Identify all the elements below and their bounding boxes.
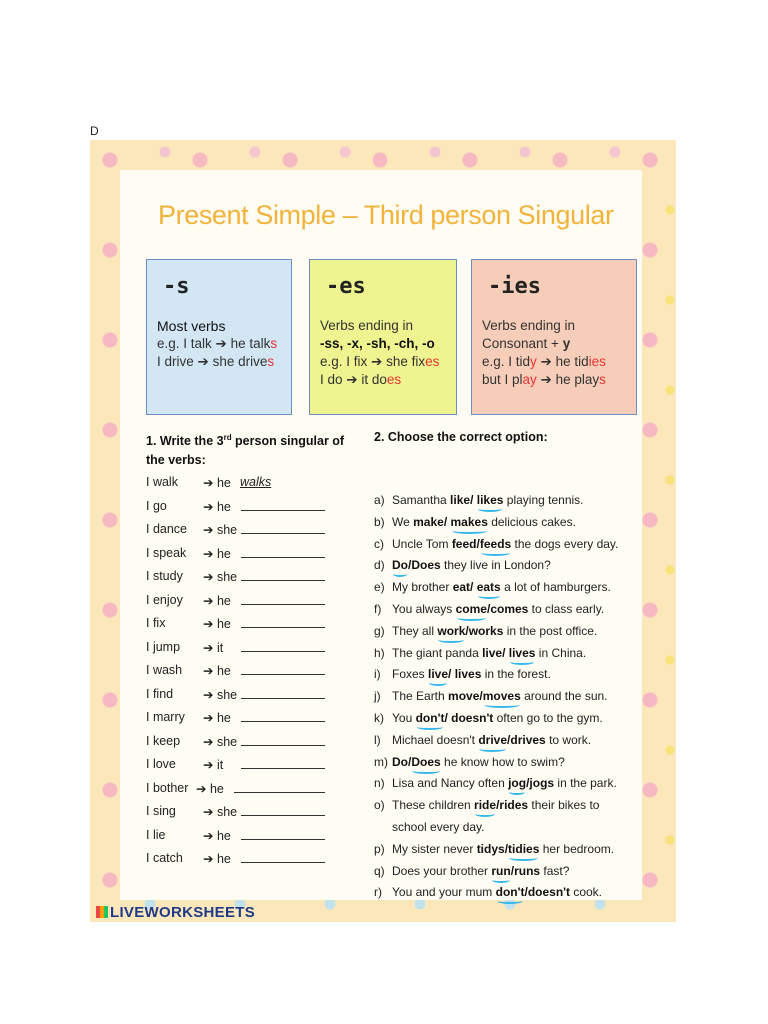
- choice-b[interactable]: moves: [482, 689, 521, 704]
- answer-blank[interactable]: [241, 604, 325, 605]
- rule-heading: -es: [326, 274, 366, 299]
- worksheet: [120, 170, 642, 900]
- option-text: The Earth: [392, 689, 449, 704]
- option-row: [374, 754, 640, 776]
- verb-row: [146, 637, 346, 661]
- verb-subject: ➔ she: [203, 523, 238, 537]
- answer-blank[interactable]: [241, 862, 325, 863]
- choice-b[interactable]: lives: [508, 645, 536, 660]
- option-text: Samantha: [392, 493, 451, 507]
- verb-row: [146, 613, 346, 637]
- answer-blank[interactable]: [241, 627, 325, 628]
- option-label: a): [374, 493, 385, 507]
- option-row: [374, 732, 640, 754]
- answer-blank[interactable]: [241, 768, 325, 769]
- option-text: a lot of hamburgers.: [500, 580, 611, 595]
- option-row: [374, 797, 640, 819]
- verb-base: I catch: [146, 851, 183, 865]
- option-row: [374, 623, 640, 645]
- choice-separator: /: [524, 885, 528, 900]
- choice-a[interactable]: live: [482, 645, 503, 660]
- option-text: in the post office.: [503, 623, 598, 638]
- option-list: [374, 492, 640, 906]
- option-text: fast?: [540, 863, 570, 878]
- logo-icon: [96, 906, 108, 918]
- choice-separator: /: [502, 645, 509, 660]
- option-row: [374, 514, 640, 536]
- verb-base: I walk: [146, 475, 178, 489]
- choice-a[interactable]: tidys: [476, 841, 505, 856]
- verb-list: [146, 472, 346, 872]
- choice-a[interactable]: move: [448, 689, 480, 704]
- option-text: Uncle Tom: [392, 536, 452, 551]
- option-row: [374, 688, 640, 710]
- verb-base: I dance: [146, 522, 188, 536]
- verb-base: I find: [146, 686, 174, 701]
- rule-example: but I play ➔ he plays: [482, 372, 606, 387]
- choice-b[interactable]: lives: [454, 667, 482, 682]
- rule-line: Verbs ending in: [482, 318, 576, 333]
- page-label: D: [90, 124, 99, 138]
- choice-separator: /: [465, 623, 469, 638]
- option-text: her bedroom.: [539, 841, 615, 856]
- choice-b[interactable]: Does: [411, 558, 441, 573]
- choice-separator: /: [444, 710, 452, 725]
- choice-b[interactable]: jogs: [529, 776, 555, 791]
- option-row: [374, 536, 640, 558]
- verb-row: [146, 731, 346, 755]
- option-label: d): [374, 558, 385, 573]
- option-text: Lisa and Nancy often: [392, 776, 509, 791]
- section-2-title: 2. Choose the correct option:: [374, 430, 548, 444]
- verb-subject: ➔ he: [203, 852, 231, 866]
- verb-subject: ➔ she: [203, 805, 238, 819]
- option-text: My sister never: [392, 841, 477, 856]
- choice-b[interactable]: drives: [510, 732, 546, 747]
- verb-example-answer: walks: [240, 475, 272, 489]
- option-label: b): [374, 514, 385, 529]
- verb-row: [146, 519, 346, 543]
- choice-separator: /: [510, 863, 515, 878]
- rule-endings: -ss, -x, -sh, -ch, -o: [320, 336, 435, 351]
- choice-b[interactable]: feeds: [479, 536, 512, 551]
- verb-subject: ➔ she: [203, 687, 238, 702]
- rule-example: I drive ➔ she drives: [157, 354, 275, 369]
- option-text: The giant panda: [392, 645, 483, 660]
- verb-subject: ➔ he: [203, 476, 231, 490]
- verb-base: I study: [146, 569, 183, 583]
- rule-box-s: [146, 259, 292, 415]
- choice-b[interactable]: likes: [476, 493, 504, 507]
- verb-row: [146, 590, 346, 614]
- verb-row: [146, 778, 346, 802]
- rule-example: e.g. I talk ➔ he talks: [157, 336, 278, 351]
- option-label: i): [374, 667, 381, 682]
- verb-row: [146, 660, 346, 684]
- choice-a[interactable]: Do: [392, 754, 408, 769]
- verb-base: I jump: [146, 639, 181, 654]
- choice-b[interactable]: doesn't: [527, 885, 570, 900]
- verb-base: I wash: [146, 663, 183, 677]
- choice-a[interactable]: make: [413, 514, 444, 529]
- choice-separator: /: [408, 754, 412, 769]
- verb-subject: ➔ he: [203, 828, 231, 843]
- choice-a[interactable]: ride: [474, 798, 497, 813]
- option-text: school every day.: [392, 819, 485, 834]
- floral-border-frame: [90, 140, 676, 922]
- verb-subject: ➔ it: [203, 640, 224, 655]
- choice-b[interactable]: comes: [490, 601, 529, 616]
- choice-a[interactable]: live: [428, 667, 449, 682]
- choice-separator: /: [504, 841, 509, 856]
- choice-a[interactable]: eat: [452, 580, 471, 595]
- choice-b[interactable]: works: [468, 623, 504, 638]
- option-text: Foxes: [392, 667, 429, 682]
- option-text: We: [392, 514, 414, 529]
- option-text: their bikes to: [528, 798, 600, 813]
- option-row: [374, 775, 640, 797]
- choice-a[interactable]: work: [437, 623, 466, 638]
- rule-example: I do ➔ it does: [320, 372, 402, 387]
- verb-base: I fix: [146, 616, 166, 630]
- choice-b[interactable]: Does: [411, 754, 441, 769]
- choice-separator: /: [476, 536, 480, 551]
- option-label: m): [374, 754, 388, 769]
- choice-separator: /: [496, 798, 500, 813]
- answer-blank[interactable]: [241, 651, 325, 652]
- verb-row: [146, 684, 346, 708]
- choice-separator: /: [486, 601, 491, 616]
- answer-blank[interactable]: [234, 792, 325, 793]
- option-row: [374, 579, 640, 601]
- answer-blank[interactable]: [241, 557, 325, 558]
- verb-base: I enjoy: [146, 592, 183, 607]
- rule-example: e.g. I fix ➔ she fixes: [320, 354, 440, 369]
- option-text: You: [392, 710, 416, 725]
- verb-row: [146, 543, 346, 567]
- option-text: to class early.: [528, 601, 605, 616]
- answer-blank[interactable]: [241, 533, 325, 534]
- option-text: They all: [392, 623, 438, 638]
- option-text: Does your brother: [392, 863, 492, 878]
- verb-base: I love: [146, 757, 176, 771]
- option-text: My brother: [392, 580, 453, 595]
- verb-base: I bother: [146, 780, 189, 795]
- option-label: p): [374, 841, 385, 856]
- verb-row: [146, 848, 346, 872]
- option-text: in the park.: [554, 776, 617, 791]
- option-row: [374, 557, 640, 579]
- choice-a[interactable]: like: [450, 493, 471, 507]
- answer-blank[interactable]: [241, 510, 325, 511]
- answer-blank[interactable]: [241, 745, 325, 746]
- option-row: [374, 863, 640, 885]
- answer-blank[interactable]: [241, 815, 325, 816]
- verb-example: [240, 475, 271, 489]
- option-label: c): [374, 536, 384, 551]
- option-text: delicious cakes.: [487, 514, 576, 529]
- choice-separator: /: [470, 580, 477, 595]
- choice-b[interactable]: runs: [514, 863, 541, 878]
- choice-a[interactable]: come: [455, 601, 487, 616]
- option-label: k): [374, 710, 384, 725]
- verb-row: [146, 825, 346, 849]
- rule-example: e.g. I tidy ➔ he tidies: [482, 354, 606, 369]
- choice-b[interactable]: doesn't: [451, 710, 494, 725]
- rule-line: Verbs ending in: [320, 318, 414, 333]
- option-row: [374, 841, 640, 863]
- option-label: f): [374, 601, 382, 616]
- option-text: he know how to swim?: [440, 754, 565, 769]
- choice-a[interactable]: jog: [508, 776, 527, 791]
- option-row: [374, 492, 640, 514]
- choice-b[interactable]: eats: [476, 580, 501, 595]
- verb-subject: ➔ he: [203, 499, 231, 514]
- verb-subject: ➔ he: [203, 711, 231, 725]
- verb-base: I marry: [146, 710, 185, 724]
- verb-subject: ➔ it: [203, 758, 224, 772]
- option-label: n): [374, 776, 385, 791]
- liveworksheets-logo: LIVEWORKSHEETS: [96, 904, 255, 921]
- verb-row: [146, 472, 346, 496]
- verb-base: I sing: [146, 804, 176, 818]
- answer-blank[interactable]: [241, 839, 325, 840]
- verb-base: I speak: [146, 545, 187, 560]
- verb-row: [146, 707, 346, 731]
- option-row: [374, 710, 640, 732]
- option-label: e): [374, 580, 385, 595]
- rule-box-ies: [471, 259, 637, 415]
- verb-subject: ➔ he: [203, 664, 231, 678]
- verb-subject: ➔ she: [203, 570, 238, 584]
- choice-a[interactable]: Do: [392, 558, 408, 573]
- option-text: in China.: [535, 645, 587, 660]
- verb-subject: ➔ he: [196, 781, 224, 796]
- rule-heading: -s: [163, 274, 190, 299]
- option-text: playing tennis.: [503, 493, 584, 507]
- choice-separator: /: [470, 493, 477, 507]
- option-row: [374, 601, 640, 623]
- verb-row: [146, 754, 346, 778]
- choice-separator: /: [507, 732, 511, 747]
- option-text: in the forest.: [481, 667, 551, 682]
- rule-line: Consonant + y: [482, 336, 571, 351]
- option-text: You and your mum: [392, 885, 496, 900]
- answer-blank[interactable]: [241, 674, 325, 675]
- choice-separator: /: [448, 667, 455, 682]
- option-text: Michael doesn't: [392, 732, 479, 747]
- option-text: cook.: [570, 885, 603, 900]
- choice-b[interactable]: makes: [450, 514, 488, 529]
- option-text: You always: [392, 601, 456, 616]
- choice-a[interactable]: feed: [451, 536, 477, 551]
- choice-separator: /: [479, 689, 483, 704]
- choice-a[interactable]: don't: [415, 710, 445, 725]
- rule-box-es: [309, 259, 457, 415]
- option-text: around the sun.: [520, 689, 608, 704]
- verb-base: I lie: [146, 827, 166, 842]
- verb-row: [146, 496, 346, 520]
- verb-subject: ➔ he: [203, 617, 231, 631]
- option-label: o): [374, 798, 385, 813]
- option-label: j): [374, 689, 381, 704]
- option-text: These children: [392, 798, 475, 813]
- option-text: to work.: [545, 732, 592, 747]
- answer-blank[interactable]: [241, 580, 325, 581]
- option-label: r): [374, 885, 382, 900]
- rule-heading: -ies: [488, 274, 541, 299]
- choice-b[interactable]: tidies: [508, 841, 540, 856]
- option-label: l): [374, 732, 381, 747]
- choice-b[interactable]: rides: [499, 798, 529, 813]
- option-text: often go to the gym.: [493, 710, 603, 725]
- choice-separator: /: [443, 514, 451, 529]
- option-label: h): [374, 645, 385, 660]
- option-text: the dogs every day.: [511, 536, 619, 551]
- verb-subject: ➔ he: [203, 546, 231, 561]
- choice-separator: /: [526, 776, 530, 791]
- option-row-continued: [374, 819, 640, 841]
- choice-a[interactable]: drive: [478, 732, 508, 747]
- answer-blank[interactable]: [241, 698, 325, 699]
- verb-subject: ➔ he: [203, 593, 231, 608]
- verb-subject: ➔ she: [203, 734, 238, 749]
- worksheet-title: Present Simple – Third person Singular: [158, 200, 614, 230]
- option-text: they live in London?: [440, 558, 551, 573]
- option-row: [374, 645, 640, 667]
- rule-line: Most verbs: [157, 318, 226, 334]
- section-1-title: 1. Write the 3rd person singular of the verbs:: [146, 433, 345, 468]
- option-row: [374, 884, 640, 906]
- option-label: q): [374, 863, 385, 878]
- choice-separator: /: [408, 558, 412, 573]
- choice-a[interactable]: don't: [495, 885, 525, 900]
- answer-blank[interactable]: [241, 721, 325, 722]
- option-row: [374, 666, 640, 688]
- option-label: g): [374, 623, 385, 638]
- choice-a[interactable]: run: [491, 863, 511, 878]
- verb-base: I go: [146, 498, 167, 513]
- verb-base: I keep: [146, 733, 181, 748]
- verb-row: [146, 801, 346, 825]
- verb-row: [146, 566, 346, 590]
